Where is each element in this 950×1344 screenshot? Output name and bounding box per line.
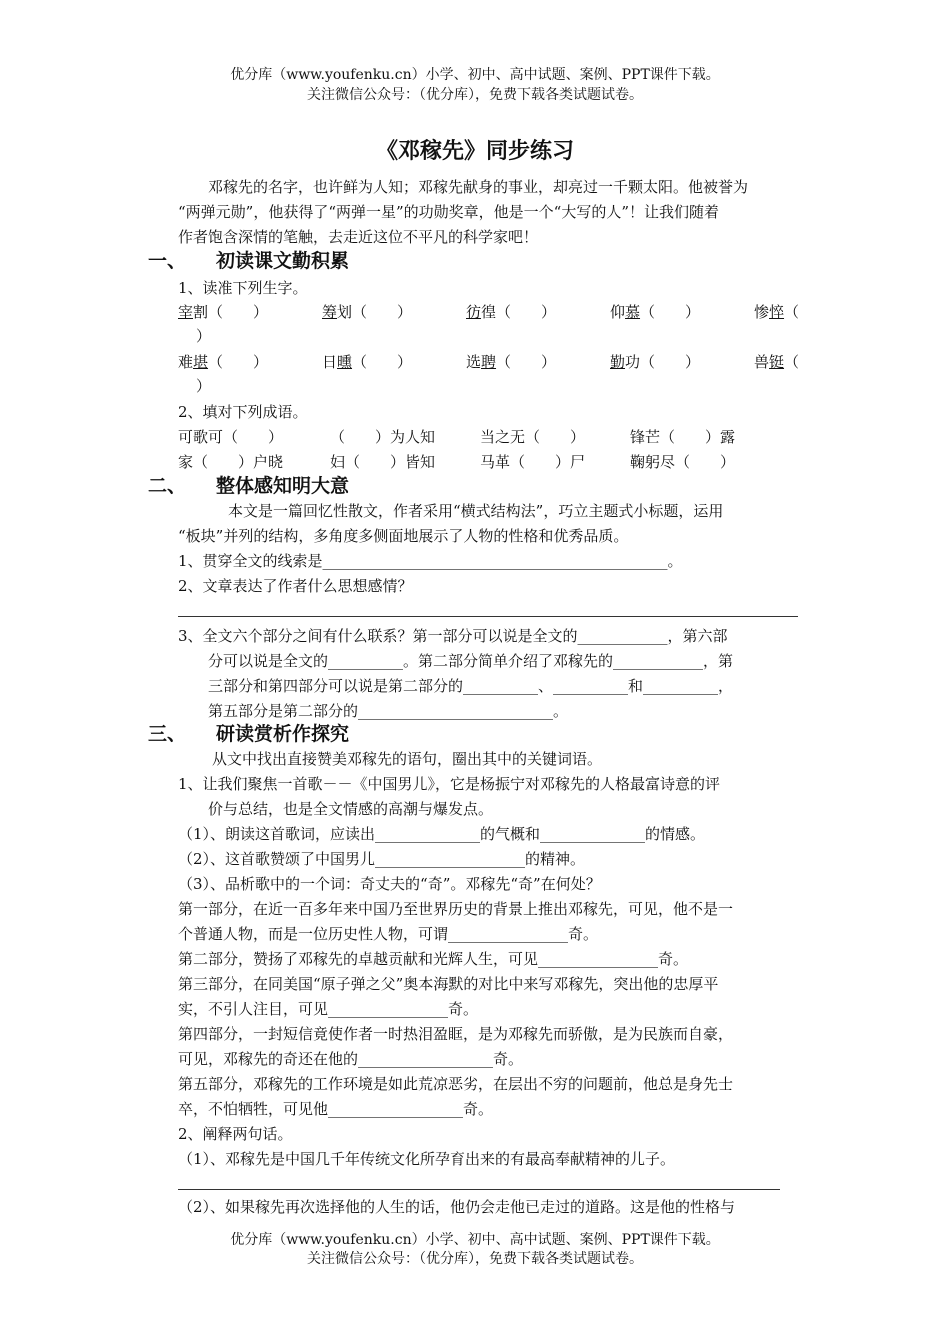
section-2-heading — [148, 474, 349, 498]
char-item-5: 惨悴（ — [754, 303, 800, 321]
s2-q3-line-3: 三部分和第四部分可以说是第二部分的__________、__________和__________， — [208, 677, 734, 695]
s3-sub-2: （2）、这首歌赞颂了中国男儿____________________的精神。 — [178, 850, 586, 868]
s3-q1-line-1: 1、让我们聚焦一首歌－－《中国男儿》，它是杨振宁对邓稼先的人格最富诗意的评 — [178, 775, 721, 793]
char-item-10: 兽铤（ — [754, 353, 800, 371]
s3-q2-2: （2）、如果稼先再次选择他的人生的话，他仍会走他已走过的道路。这是他的性格与 — [178, 1198, 736, 1216]
idiom-2: （ ）为人知 — [330, 428, 436, 446]
section-1-heading — [148, 249, 349, 273]
char-item-9: 勤功（ ） — [610, 353, 701, 371]
char-item-2: 筹划（ ） — [322, 303, 413, 321]
intro-line-1: 邓稼先的名字，也许鲜为人知；邓稼先献身的事业，却亮过一千颗太阳。他被誉为 — [208, 178, 749, 196]
s2-q3-line-1: 3、全文六个部分之间有什么联系？第一部分可以说是全文的____________，第六部 — [178, 627, 728, 645]
s2-para-2: “板块”并列的结构，多角度多侧面地展示了人物的性格和优秀品质。 — [178, 527, 629, 545]
section-3-heading — [148, 722, 349, 746]
char-item-6: 难堪（ ） — [178, 353, 269, 371]
s3-q1-line-2: 价与总结，也是全文情感的高潮与爆发点。 — [208, 800, 494, 818]
idiom-1: 可歌可（ ） — [178, 428, 284, 446]
s3-sub-3: （3）、品析歌中的一个词：奇丈夫的“奇”。邓稼先“奇”在何处？ — [178, 875, 601, 893]
s2-para-1: 本文是一篇回忆性散文，作者采用“横式结构法”，巧立主题式小标题，运用 — [228, 502, 724, 520]
s1-q2: 2、填对下列成语。 — [178, 403, 308, 421]
header-line-1: 优分库（www.youfenku.cn）小学、初中、高中试题、案例、PPT课件下载。 — [230, 67, 720, 83]
section-2-title: 整体感知明大意 — [216, 475, 350, 497]
idiom-6: 妇（ ）皆知 — [330, 453, 436, 471]
char-item-3: 彷徨（ ） — [466, 303, 557, 321]
idiom-4: 锋芒（ ）露 — [630, 428, 736, 446]
s3-part-line-5: 实，不引人注目，可见________________奇。 — [178, 1000, 479, 1018]
s3-part-line-7: 可见，邓稼先的奇还在他的__________________奇。 — [178, 1050, 524, 1068]
footer-line-1: 优分库（www.youfenku.cn）小学、初中、高中试题、案例、PPT课件下载。 — [230, 1232, 720, 1248]
section-2-number: 二、 — [148, 475, 187, 497]
section-3-title: 研读赏析作探究 — [216, 723, 350, 745]
char-row-2-tail: ） — [196, 377, 212, 395]
char-item-7: 日曛（ ） — [322, 353, 413, 371]
idiom-3: 当之无（ ） — [480, 428, 586, 446]
answer-line-2 — [178, 1189, 780, 1190]
intro-line-2: “两弹元勋”，他获得了“两弹一星”的功勋奖章，他是一个“大写的人”！让我们随着 — [178, 203, 720, 221]
char-item-1: 宰割（ ） — [178, 303, 269, 321]
s3-part-line-4: 第三部分，在同美国“原子弹之父”奥本海默的对比中来写邓稼先，突出他的忠厚平 — [178, 975, 719, 993]
char-item-8: 选聘（ ） — [466, 353, 557, 371]
s3-q2-1: （1）、邓稼先是中国几千年传统文化所孕育出来的有最高奉献精神的儿子。 — [178, 1150, 676, 1168]
s2-q2: 2、文章表达了作者什么思想感情？ — [178, 577, 413, 595]
section-3-number: 三、 — [148, 723, 187, 745]
s3-part-line-9: 卒，不怕牺牲，可见他__________________奇。 — [178, 1100, 494, 1118]
section-1-number: 一、 — [148, 250, 187, 272]
s3-part-line-2: 个普通人物，而是一位历史性人物，可谓________________奇。 — [178, 925, 599, 943]
header-line-2: 关注微信公众号：（优分库），免费下载各类试题试卷。 — [307, 87, 643, 103]
idiom-8: 鞠躬尽（ ） — [630, 453, 736, 471]
idiom-7: 马革（ ）尸 — [480, 453, 586, 471]
intro-line-3: 作者饱含深情的笔触，去走近这位不平凡的科学家吧！ — [178, 228, 539, 246]
char-item-4: 仰慕（ ） — [610, 303, 701, 321]
s3-intro: 从文中找出直接赞美邓稼先的语句，圈出其中的关键词语。 — [212, 750, 603, 768]
s3-part-line-6: 第四部分，一封短信竟使作者一时热泪盈眶，是为邓稼先而骄傲，是为民族而自豪， — [178, 1025, 734, 1043]
s3-part-line-3: 第二部分，赞扬了邓稼先的卓越贡献和光辉人生，可见________________奇。 — [178, 950, 689, 968]
footer-line-2: 关注微信公众号：（优分库），免费下载各类试题试卷。 — [307, 1251, 643, 1267]
s3-part-line-8: 第五部分，邓稼先的工作环境是如此荒凉恶劣，在层出不穷的问题前，他总是身先士 — [178, 1075, 734, 1093]
s1-q1: 1、读准下列生字。 — [178, 279, 308, 297]
section-1-title: 初读课文勤积累 — [216, 250, 350, 272]
idiom-5: 家（ ）户晓 — [178, 453, 284, 471]
s2-q3-line-2: 分可以说是全文的__________。第二部分简单介绍了邓稼先的____________，第 — [208, 652, 734, 670]
page-title: 《邓稼先》同步练习 — [375, 138, 574, 164]
s2-q1: 1、贯穿全文的线索是______________________________________________。 — [178, 552, 683, 570]
s3-q2: 2、阐释两句话。 — [178, 1125, 293, 1143]
answer-line-1 — [178, 616, 798, 617]
s2-q3-line-4: 第五部分是第二部分的__________________________。 — [208, 702, 569, 720]
s3-sub-1: （1）、朗读这首歌词，应读出______________的气概和______________的情感。 — [178, 825, 706, 843]
s3-part-line-1: 第一部分，在近一百多年来中国乃至世界历史的背景上推出邓稼先，可见，他不是一 — [178, 900, 734, 918]
char-row-1-tail: ） — [196, 327, 212, 345]
